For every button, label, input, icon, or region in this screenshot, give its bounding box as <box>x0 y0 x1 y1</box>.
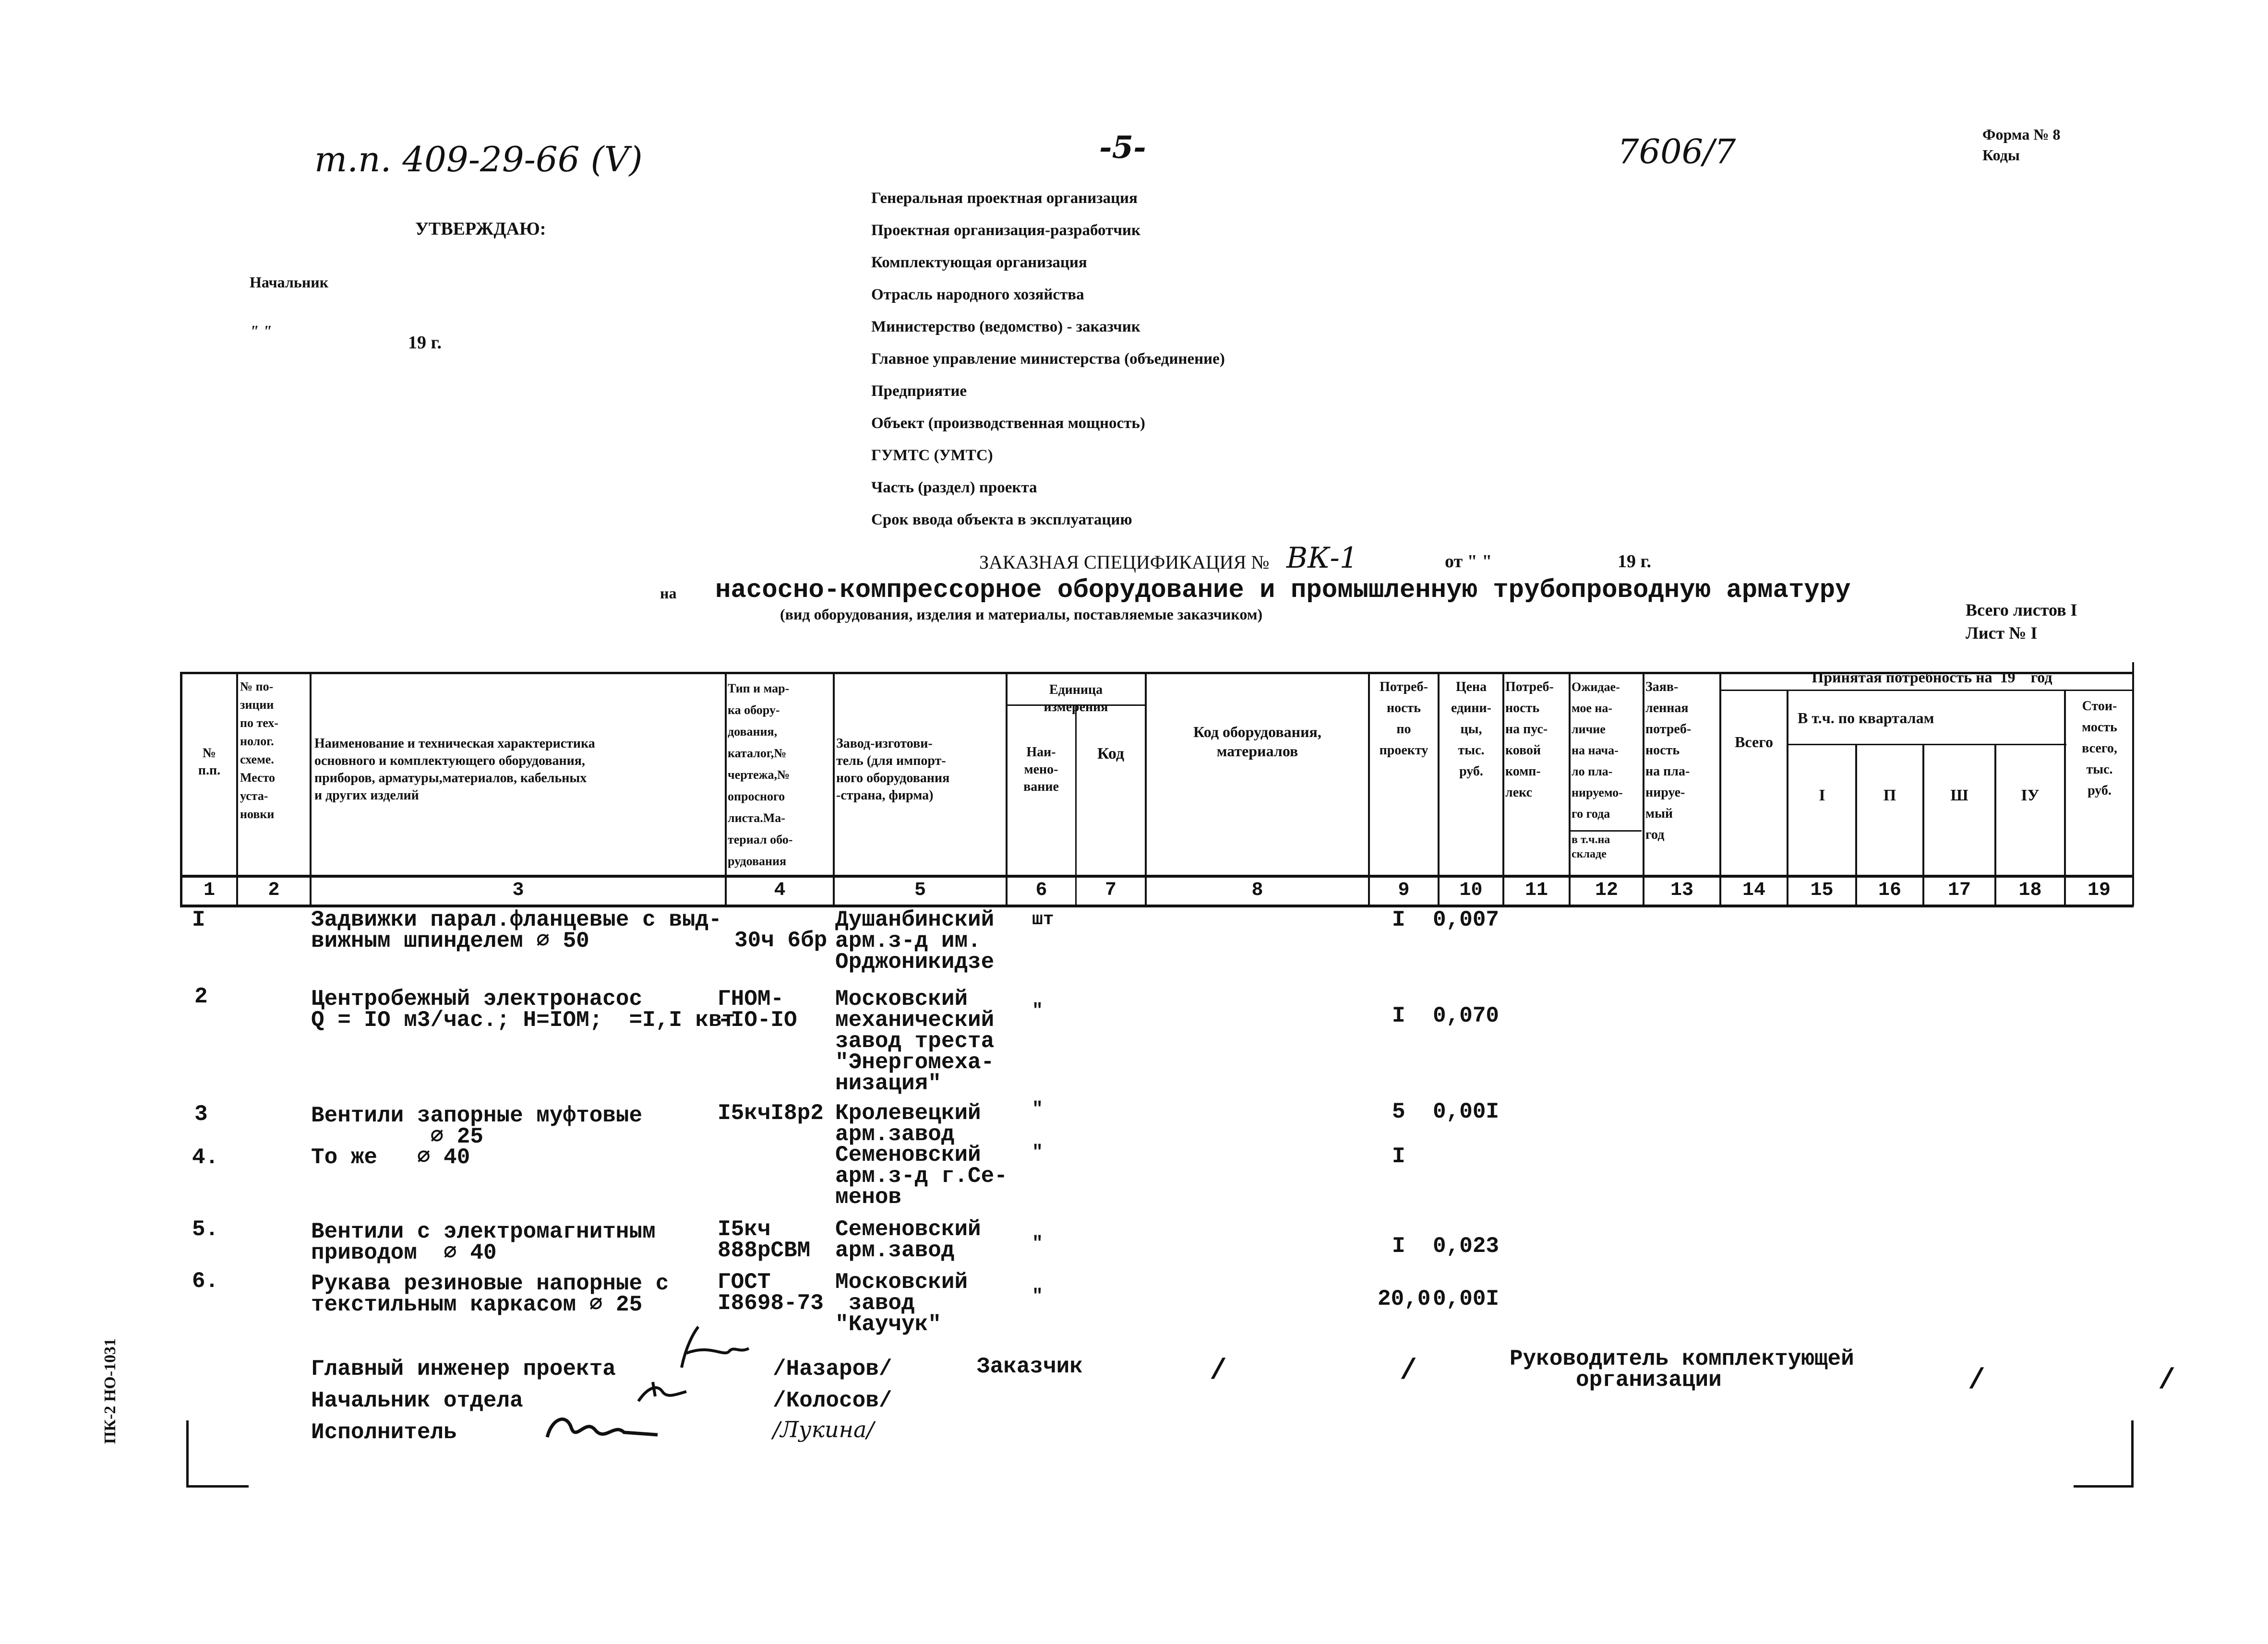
column-number: 16 <box>1878 880 1901 901</box>
row-qty: I <box>1392 907 1405 932</box>
row-maker: Московский механический завод треста "Энергомеха- низация" <box>835 987 995 1096</box>
col-header-type: Тип и мар- ка обору- дования, каталог,№ чертежа,№ опросного листа.Ма- териал обо- рудования <box>728 681 793 868</box>
col-header-cost: Стои- мость всего, тыс. руб. <box>2082 699 2117 798</box>
col-header-position: № по- зиции по тех- нолог. схеме. Место уста- новки <box>240 679 278 821</box>
signature-scribble <box>634 1377 710 1411</box>
subject-note: (вид оборудования, изделия и материалы, поставляемые заказчиком) <box>780 606 1263 623</box>
row-type: I5кч 888рСВМ <box>718 1217 811 1263</box>
row-number: 6. <box>192 1269 219 1294</box>
executor-label: Исполнитель <box>311 1420 457 1445</box>
row-qty: I <box>1392 1234 1405 1259</box>
col-header-quarters-group: В т.ч. по кварталам <box>1798 709 1934 727</box>
row-number: 4. <box>192 1145 219 1170</box>
spec-subject: насосно-компрессорное оборудование и промышленную трубопроводную арматуру <box>715 576 1851 605</box>
col-header-unit-name: Наи- мено- вание <box>1023 745 1059 794</box>
spec-label: ЗАКАЗНАЯ СПЕЦИФИКАЦИЯ № <box>979 551 1270 573</box>
col-header-q1: I <box>1819 786 1825 804</box>
side-stamp-text: ПК-2 НО-1031 <box>101 1338 119 1444</box>
meta-line: Генеральная проектная организация <box>871 190 1138 207</box>
year-line: 19 г. <box>408 333 442 353</box>
row-name: Центробежный электронасос Q = IO м3/час.; H=IOM; =I,I квт <box>311 987 735 1033</box>
column-number: 7 <box>1104 880 1116 901</box>
codes-label: Коды <box>1982 146 2020 164</box>
sheet-number: Лист № I <box>1966 623 2038 643</box>
chief-label: Начальник <box>250 274 329 291</box>
column-number: 18 <box>2018 880 2042 901</box>
row-unit: " <box>1032 1099 1043 1120</box>
column-number: 9 <box>1398 880 1410 901</box>
dept-head-name: /Колосов/ <box>773 1388 892 1413</box>
row-number: 2 <box>194 984 208 1009</box>
column-number: 5 <box>914 880 926 901</box>
row-maker: Душанбинский арм.з-д им. Орджоникидзе <box>835 907 995 975</box>
row-qty: 20,0 <box>1378 1287 1431 1311</box>
col-header-total: Всего <box>1735 733 1773 751</box>
row-price: 0,007 <box>1433 907 1500 932</box>
on-label: на <box>660 584 677 602</box>
meta-line: Министерство (ведомство) - заказчик <box>871 318 1140 335</box>
meta-line: Срок ввода объекта в эксплуатацию <box>871 511 1132 528</box>
row-unit: " <box>1032 1286 1043 1307</box>
meta-line: Комплектующая организация <box>871 254 1087 271</box>
meta-line: Объект (производственная мощность) <box>871 415 1145 432</box>
form-label: Форма № 8 <box>1982 126 2061 143</box>
row-price: 0,00I <box>1433 1099 1500 1124</box>
column-number: 1 <box>203 880 215 901</box>
row-price: 0,070 <box>1433 1003 1500 1028</box>
column-number: 13 <box>1670 880 1693 901</box>
col-header-launch-need: Потреб- ность на пус- ковой комп- лекс <box>1505 679 1554 800</box>
column-number: 2 <box>268 880 280 901</box>
row-maker: Семеновский арм.завод <box>835 1217 981 1263</box>
row-unit: шт <box>1032 909 1054 930</box>
sheets-total: Всего листов I <box>1966 600 2077 619</box>
row-unit: " <box>1032 1233 1043 1254</box>
meta-line: Часть (раздел) проекта <box>871 479 1037 496</box>
supplier-slashes: / / <box>1968 1365 2176 1397</box>
col-header-unit-group: Единица измерения <box>1044 682 1108 715</box>
row-type: ГОСТ I8698-73 <box>718 1270 824 1316</box>
row-type: ГНОМ- -IO-IO <box>718 987 797 1033</box>
col-header-declared: Заяв- ленная потреб- ность на пла- нируе- мый год <box>1645 679 1692 842</box>
row-type: 30ч 6бр <box>734 928 828 953</box>
col-header-in-stock: в т.ч.на складе <box>1572 834 1610 860</box>
row-name: Вентили запорные муфтовые ∅ 25 <box>311 1103 643 1149</box>
row-maker: Московский завод "Каучук" <box>835 1270 968 1337</box>
from-label: от " " <box>1445 551 1492 572</box>
column-number: 6 <box>1035 880 1047 901</box>
col-header-price: Цена едини- цы, тыс. руб. <box>1451 679 1491 779</box>
column-number: 10 <box>1459 880 1483 901</box>
row-maker: Кролевецкий арм.завод <box>835 1101 981 1147</box>
meta-line: Отрасль народного хозяйства <box>871 286 1084 303</box>
row-number: 3 <box>194 1102 208 1127</box>
signature-scribble <box>538 1408 662 1452</box>
chief-engineer-name: /Назаров/ <box>773 1357 892 1382</box>
col-header-expected: Ожидае- мое на- личие на нача- ло пла- нируемо- го года <box>1572 680 1623 821</box>
col-header-q3: Ш <box>1950 786 1968 804</box>
supplier-label: Руководитель комплектующей организации <box>1510 1346 1854 1393</box>
row-name: То же ∅ 40 <box>311 1145 470 1170</box>
col-header-equipment-code: Код оборудования, материалов <box>1193 723 1321 760</box>
column-number: 11 <box>1524 880 1548 901</box>
corner-bracket <box>186 1420 189 1488</box>
customer-label: Заказчик <box>977 1354 1083 1379</box>
row-unit: " <box>1032 1142 1043 1163</box>
row-qty: 5 <box>1392 1099 1405 1124</box>
row-number: I <box>192 907 205 932</box>
column-number: 4 <box>774 880 786 901</box>
spec-number: ВК-1 <box>1286 541 1358 575</box>
row-number: 5. <box>192 1217 219 1242</box>
row-price: 0,023 <box>1433 1234 1500 1259</box>
row-price: 0,00I <box>1433 1287 1500 1311</box>
row-unit: " <box>1032 1001 1043 1021</box>
year-label: 19 г. <box>1618 551 1651 572</box>
col-header-project-need: Потреб- ность по проекту <box>1379 679 1428 758</box>
approve-label: УТВЕРЖДАЮ: <box>415 219 546 239</box>
executor-name: /Лукина/ <box>773 1417 874 1442</box>
col-header-maker: Завод-изготови- тель (для импорт- ного оборудования -страна, фирма) <box>836 736 950 803</box>
dept-head-label: Начальник отдела <box>311 1388 523 1413</box>
row-type: I5кчI8р2 <box>718 1101 824 1126</box>
column-number: 14 <box>1742 880 1765 901</box>
col-header-unit-code: Код <box>1097 745 1125 762</box>
meta-line: Главное управление министерства (объединение) <box>871 350 1225 368</box>
column-number: 12 <box>1595 880 1618 901</box>
row-qty: I <box>1392 1144 1405 1169</box>
column-number: 3 <box>512 880 524 901</box>
col-header-q2: П <box>1883 786 1896 804</box>
signature-scribble <box>653 1324 778 1372</box>
column-number: 8 <box>1251 880 1263 901</box>
col-header-q4: IУ <box>2021 786 2040 804</box>
doc-number: 7606/7 <box>1618 132 1736 171</box>
column-number: 19 <box>2087 880 2111 901</box>
project-number: т.п. 409-29-66 (V) <box>314 139 643 179</box>
chief-engineer-label: Главный инженер проекта <box>311 1357 616 1382</box>
page-mark: -5- <box>1099 130 1146 166</box>
customer-slashes: / / <box>1210 1355 1417 1388</box>
col-header-accepted-group: Принятая потребность на 19 год <box>1812 668 2052 686</box>
row-name: Вентили с электромагнитным приводом ∅ 40 <box>311 1219 656 1265</box>
meta-line: Предприятие <box>871 382 967 400</box>
meta-line: ГУМТС (УМТС) <box>871 447 993 464</box>
date-line: " " <box>250 322 272 340</box>
row-name: Рукава резиновые напорные с текстильным каркасом ∅ 25 <box>311 1271 669 1317</box>
corner-bracket <box>2074 1485 2134 1488</box>
column-number: 17 <box>1947 880 1971 901</box>
row-qty: I <box>1392 1003 1405 1028</box>
col-header-name: Наименование и техническая характеристика основного и комплектующего оборудования, приборов, арматуры,материалов, кабельных и других изделий <box>314 736 595 803</box>
meta-line: Проектная организация-разработчик <box>871 222 1140 239</box>
row-name: Задвижки парал.фланцевые с выд- вижным шпинделем ∅ 50 <box>311 907 722 953</box>
corner-bracket <box>2131 1420 2134 1488</box>
row-maker: Семеновский арм.з-д г.Се- менов <box>835 1143 1008 1210</box>
col-header-number: № п.п. <box>198 746 221 778</box>
column-number: 15 <box>1810 880 1834 901</box>
corner-bracket <box>186 1485 249 1488</box>
